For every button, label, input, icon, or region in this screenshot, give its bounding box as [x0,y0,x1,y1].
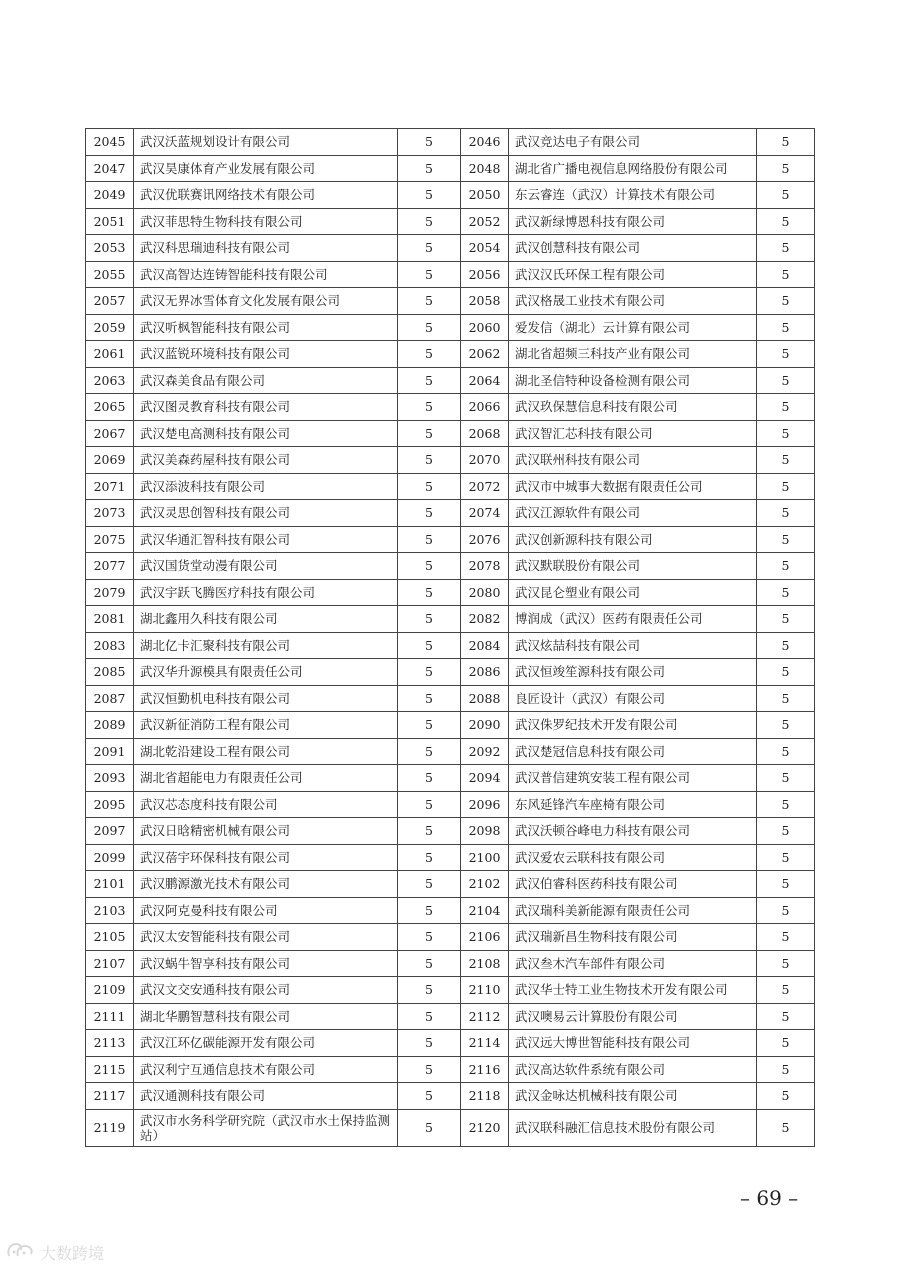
entry-number: 2106 [461,924,509,951]
company-name: 武汉创新源科技有限公司 [509,526,757,553]
entry-number: 2093 [86,765,134,792]
table-row [86,712,815,739]
score-value: 5 [398,738,461,765]
entry-number: 2115 [86,1056,134,1083]
entry-number: 2080 [461,579,509,606]
company-name: 武汉联州科技有限公司 [509,447,757,474]
score-value: 5 [398,871,461,898]
company-name: 武汉华通汇智科技有限公司 [134,526,398,553]
entry-number: 2069 [86,447,134,474]
table-row [86,685,815,712]
entry-number: 2049 [86,182,134,209]
table-row [86,473,815,500]
company-name: 武汉阿克曼科技有限公司 [134,897,398,924]
score-value: 5 [398,129,461,156]
entry-number: 2068 [461,420,509,447]
entry-number: 2061 [86,341,134,368]
entry-number: 2097 [86,818,134,845]
entry-number: 2056 [461,261,509,288]
table-body [86,129,815,1147]
entry-number: 2102 [461,871,509,898]
company-name: 武汉蓝锐环境科技有限公司 [134,341,398,368]
score-value: 5 [757,155,815,182]
company-name: 武汉侏罗纪技术开发有限公司 [509,712,757,739]
score-value: 5 [757,950,815,977]
company-name: 武汉太安智能科技有限公司 [134,924,398,951]
score-value: 5 [757,712,815,739]
entry-number: 2075 [86,526,134,553]
score-value: 5 [398,155,461,182]
company-name: 武汉华士特工业生物技术开发有限公司 [509,977,757,1004]
entry-number: 2098 [461,818,509,845]
score-value: 5 [757,526,815,553]
entry-number: 2083 [86,632,134,659]
table-row [86,394,815,421]
page-number: – 69 – [740,1186,799,1210]
score-value: 5 [398,765,461,792]
watermark-text: 大数跨境 [40,1243,105,1263]
company-name: 武汉瑞新昌生物科技有限公司 [509,924,757,951]
entry-number: 2088 [461,685,509,712]
score-value: 5 [398,1056,461,1083]
table-row [86,606,815,633]
company-name: 武汉美森药屋科技有限公司 [134,447,398,474]
company-name: 武汉金咏达机械科技有限公司 [509,1083,757,1110]
entry-number: 2048 [461,155,509,182]
company-name: 武汉玖保慧信息科技有限公司 [509,394,757,421]
entry-number: 2086 [461,659,509,686]
company-name: 武汉噢易云计算股份有限公司 [509,1003,757,1030]
score-value: 5 [757,420,815,447]
company-name: 武汉文交安通科技有限公司 [134,977,398,1004]
entry-number: 2051 [86,208,134,235]
company-name: 武汉蓓宇环保科技有限公司 [134,844,398,871]
company-name: 湖北省超频三科技产业有限公司 [509,341,757,368]
company-name: 武汉爱农云联科技有限公司 [509,844,757,871]
entry-number: 2058 [461,288,509,315]
entry-number: 2092 [461,738,509,765]
table-row [86,1003,815,1030]
score-value: 5 [757,447,815,474]
entry-number: 2094 [461,765,509,792]
score-value: 5 [398,182,461,209]
score-value: 5 [757,261,815,288]
entry-number: 2050 [461,182,509,209]
score-value: 5 [757,765,815,792]
company-name: 武汉灵思创智科技有限公司 [134,500,398,527]
table-row [86,341,815,368]
entry-number: 2060 [461,314,509,341]
score-value: 5 [398,606,461,633]
table-row [86,235,815,262]
table-row [86,1109,815,1146]
entry-number: 2096 [461,791,509,818]
table-row [86,367,815,394]
entry-number: 2085 [86,659,134,686]
entry-number: 2104 [461,897,509,924]
company-name: 湖北乾沿建设工程有限公司 [134,738,398,765]
entry-number: 2117 [86,1083,134,1110]
company-name: 武汉叁木汽车部件有限公司 [509,950,757,977]
entry-number: 2099 [86,844,134,871]
score-value: 5 [398,950,461,977]
entry-number: 2062 [461,341,509,368]
score-value: 5 [398,394,461,421]
company-name: 武汉图灵教育科技有限公司 [134,394,398,421]
company-name: 武汉市中城事大数据有限责任公司 [509,473,757,500]
entry-number: 2101 [86,871,134,898]
score-value: 5 [757,924,815,951]
table-row [86,208,815,235]
entry-number: 2079 [86,579,134,606]
table-row [86,500,815,527]
score-value: 5 [757,235,815,262]
score-value: 5 [398,897,461,924]
score-value: 5 [398,235,461,262]
score-value: 5 [757,341,815,368]
entry-number: 2059 [86,314,134,341]
score-value: 5 [398,473,461,500]
table-row [86,791,815,818]
score-value: 5 [398,1109,461,1146]
score-value: 5 [757,977,815,1004]
company-name: 武汉科思瑞迪科技有限公司 [134,235,398,262]
table-row [86,420,815,447]
entry-number: 2066 [461,394,509,421]
company-name: 武汉沃顿谷峰电力科技有限公司 [509,818,757,845]
entry-number: 2045 [86,129,134,156]
company-name: 湖北省超能电力有限责任公司 [134,765,398,792]
entry-number: 2053 [86,235,134,262]
company-name: 武汉伯睿科医药科技有限公司 [509,871,757,898]
score-value: 5 [757,394,815,421]
score-value: 5 [757,897,815,924]
entry-number: 2095 [86,791,134,818]
entry-number: 2110 [461,977,509,1004]
table-row [86,844,815,871]
score-value: 5 [757,818,815,845]
entry-number: 2119 [86,1109,134,1146]
score-value: 5 [757,367,815,394]
company-name: 武汉利宁互通信息技术有限公司 [134,1056,398,1083]
company-name: 武汉蜗牛智享科技有限公司 [134,950,398,977]
score-value: 5 [757,473,815,500]
entry-number: 2111 [86,1003,134,1030]
table-row [86,738,815,765]
entry-number: 2081 [86,606,134,633]
score-value: 5 [757,553,815,580]
score-value: 5 [757,871,815,898]
entry-number: 2087 [86,685,134,712]
company-name: 武汉楚冠信息科技有限公司 [509,738,757,765]
company-name: 东风延锋汽车座椅有限公司 [509,791,757,818]
entry-number: 2090 [461,712,509,739]
entry-number: 2118 [461,1083,509,1110]
score-value: 5 [757,632,815,659]
entry-number: 2108 [461,950,509,977]
table-row [86,977,815,1004]
table-row [86,526,815,553]
entry-number: 2077 [86,553,134,580]
score-value: 5 [398,685,461,712]
score-value: 5 [398,844,461,871]
company-name: 武汉通测科技有限公司 [134,1083,398,1110]
score-value: 5 [398,1030,461,1057]
entry-number: 2112 [461,1003,509,1030]
company-name: 武汉日晗精密机械有限公司 [134,818,398,845]
company-name: 湖北省广播电视信息网络股份有限公司 [509,155,757,182]
score-value: 5 [398,367,461,394]
entry-number: 2074 [461,500,509,527]
company-name: 武汉恒勤机电科技有限公司 [134,685,398,712]
entry-number: 2116 [461,1056,509,1083]
entry-number: 2076 [461,526,509,553]
score-value: 5 [757,288,815,315]
table-row [86,1030,815,1057]
company-name: 武汉优联赛讯网络技术有限公司 [134,182,398,209]
score-value: 5 [398,288,461,315]
table-row [86,1083,815,1110]
score-value: 5 [398,818,461,845]
entry-number: 2084 [461,632,509,659]
score-value: 5 [398,924,461,951]
company-name: 湖北亿卡汇聚科技有限公司 [134,632,398,659]
score-value: 5 [757,659,815,686]
entry-number: 2103 [86,897,134,924]
table-row [86,818,815,845]
entry-number: 2047 [86,155,134,182]
table-row [86,897,815,924]
score-value: 5 [757,314,815,341]
wechat-style-logo-icon [6,1240,36,1264]
company-name: 武汉无界冰雪体育文化发展有限公司 [134,288,398,315]
score-value: 5 [757,606,815,633]
company-name: 湖北鑫用久科技有限公司 [134,606,398,633]
score-value: 5 [398,261,461,288]
company-name: 武汉汉氏环保工程有限公司 [509,261,757,288]
entry-number: 2072 [461,473,509,500]
entry-number: 2046 [461,129,509,156]
score-value: 5 [398,208,461,235]
table-row [86,261,815,288]
score-value: 5 [398,526,461,553]
entry-number: 2078 [461,553,509,580]
score-value: 5 [757,1056,815,1083]
score-value: 5 [757,182,815,209]
entry-number: 2063 [86,367,134,394]
score-value: 5 [757,500,815,527]
company-name: 武汉华升源模具有限责任公司 [134,659,398,686]
score-value: 5 [398,791,461,818]
entry-number: 2070 [461,447,509,474]
company-name: 武汉鹏源激光技术有限公司 [134,871,398,898]
company-name: 武汉恒竣笙源科技有限公司 [509,659,757,686]
table-row [86,155,815,182]
company-name: 武汉市水务科学研究院（武汉市水土保持监测站） [134,1109,398,1146]
table-row [86,659,815,686]
score-value: 5 [398,341,461,368]
company-name: 武汉创慧科技有限公司 [509,235,757,262]
company-name: 武汉江环亿碳能源开发有限公司 [134,1030,398,1057]
company-name: 湖北圣信特种设备检测有限公司 [509,367,757,394]
company-name: 武汉炫喆科技有限公司 [509,632,757,659]
company-name: 武汉沃蓝规划设计有限公司 [134,129,398,156]
table-row [86,553,815,580]
table-row [86,288,815,315]
score-value: 5 [757,129,815,156]
company-name: 武汉高达软件系统有限公司 [509,1056,757,1083]
score-value: 5 [398,1083,461,1110]
score-value: 5 [398,314,461,341]
table-row [86,314,815,341]
entry-number: 2054 [461,235,509,262]
company-name: 武汉瑞科美新能源有限责任公司 [509,897,757,924]
company-name: 博润成（武汉）医药有限责任公司 [509,606,757,633]
score-value: 5 [757,844,815,871]
company-name: 武汉智汇芯科技有限公司 [509,420,757,447]
score-value: 5 [757,1030,815,1057]
table-row [86,632,815,659]
score-value: 5 [757,1083,815,1110]
entry-number: 2107 [86,950,134,977]
entry-number: 2091 [86,738,134,765]
company-name: 爱发信（湖北）云计算有限公司 [509,314,757,341]
company-name: 武汉新绿博恩科技有限公司 [509,208,757,235]
table-row [86,129,815,156]
table-row [86,924,815,951]
score-value: 5 [398,712,461,739]
company-name: 武汉普信建筑安装工程有限公司 [509,765,757,792]
company-name: 武汉新征消防工程有限公司 [134,712,398,739]
entry-number: 2052 [461,208,509,235]
table-row [86,579,815,606]
company-name: 武汉高智达连铸智能科技有限公司 [134,261,398,288]
company-name: 武汉芯态度科技有限公司 [134,791,398,818]
score-value: 5 [398,579,461,606]
table-row [86,1056,815,1083]
table-row [86,950,815,977]
company-name: 武汉菲思特生物科技有限公司 [134,208,398,235]
company-name: 东云睿连（武汉）计算技术有限公司 [509,182,757,209]
table-row [86,182,815,209]
entry-number: 2082 [461,606,509,633]
score-value: 5 [757,685,815,712]
entry-number: 2057 [86,288,134,315]
company-name: 湖北华鹏智慧科技有限公司 [134,1003,398,1030]
watermark [6,1240,104,1264]
table-row [86,765,815,792]
entry-number: 2055 [86,261,134,288]
table-row [86,871,815,898]
company-name: 武汉听枫智能科技有限公司 [134,314,398,341]
score-value: 5 [398,420,461,447]
score-value: 5 [398,500,461,527]
entry-number: 2120 [461,1109,509,1146]
company-name: 武汉格晟工业技术有限公司 [509,288,757,315]
company-name: 武汉昆仑塑业有限公司 [509,579,757,606]
entry-number: 2071 [86,473,134,500]
entry-number: 2064 [461,367,509,394]
entry-number: 2100 [461,844,509,871]
score-value: 5 [398,553,461,580]
score-value: 5 [757,208,815,235]
score-value: 5 [398,1003,461,1030]
company-name: 武汉森美食品有限公司 [134,367,398,394]
score-value: 5 [398,977,461,1004]
company-name: 武汉楚电高测科技有限公司 [134,420,398,447]
score-value: 5 [757,738,815,765]
entry-number: 2105 [86,924,134,951]
entry-number: 2067 [86,420,134,447]
score-value: 5 [398,659,461,686]
company-name: 武汉默联股份有限公司 [509,553,757,580]
score-value: 5 [398,632,461,659]
score-value: 5 [757,1003,815,1030]
score-value: 5 [757,579,815,606]
company-name: 武汉昊康体育产业发展有限公司 [134,155,398,182]
company-name: 武汉竞达电子有限公司 [509,129,757,156]
entry-number: 2109 [86,977,134,1004]
entry-number: 2114 [461,1030,509,1057]
company-name: 武汉江源软件有限公司 [509,500,757,527]
entry-number: 2065 [86,394,134,421]
table-row [86,447,815,474]
company-name: 武汉远大博世智能科技有限公司 [509,1030,757,1057]
company-name: 武汉宇跃飞腾医疗科技有限公司 [134,579,398,606]
entry-number: 2089 [86,712,134,739]
score-value: 5 [757,791,815,818]
entry-number: 2113 [86,1030,134,1057]
score-value: 5 [398,447,461,474]
company-name: 武汉添波科技有限公司 [134,473,398,500]
company-name: 武汉联科融汇信息技术股份有限公司 [509,1109,757,1146]
score-value: 5 [757,1109,815,1146]
company-score-table [85,128,815,1147]
entry-number: 2073 [86,500,134,527]
company-name: 良匠设计（武汉）有限公司 [509,685,757,712]
company-name: 武汉国货堂动漫有限公司 [134,553,398,580]
